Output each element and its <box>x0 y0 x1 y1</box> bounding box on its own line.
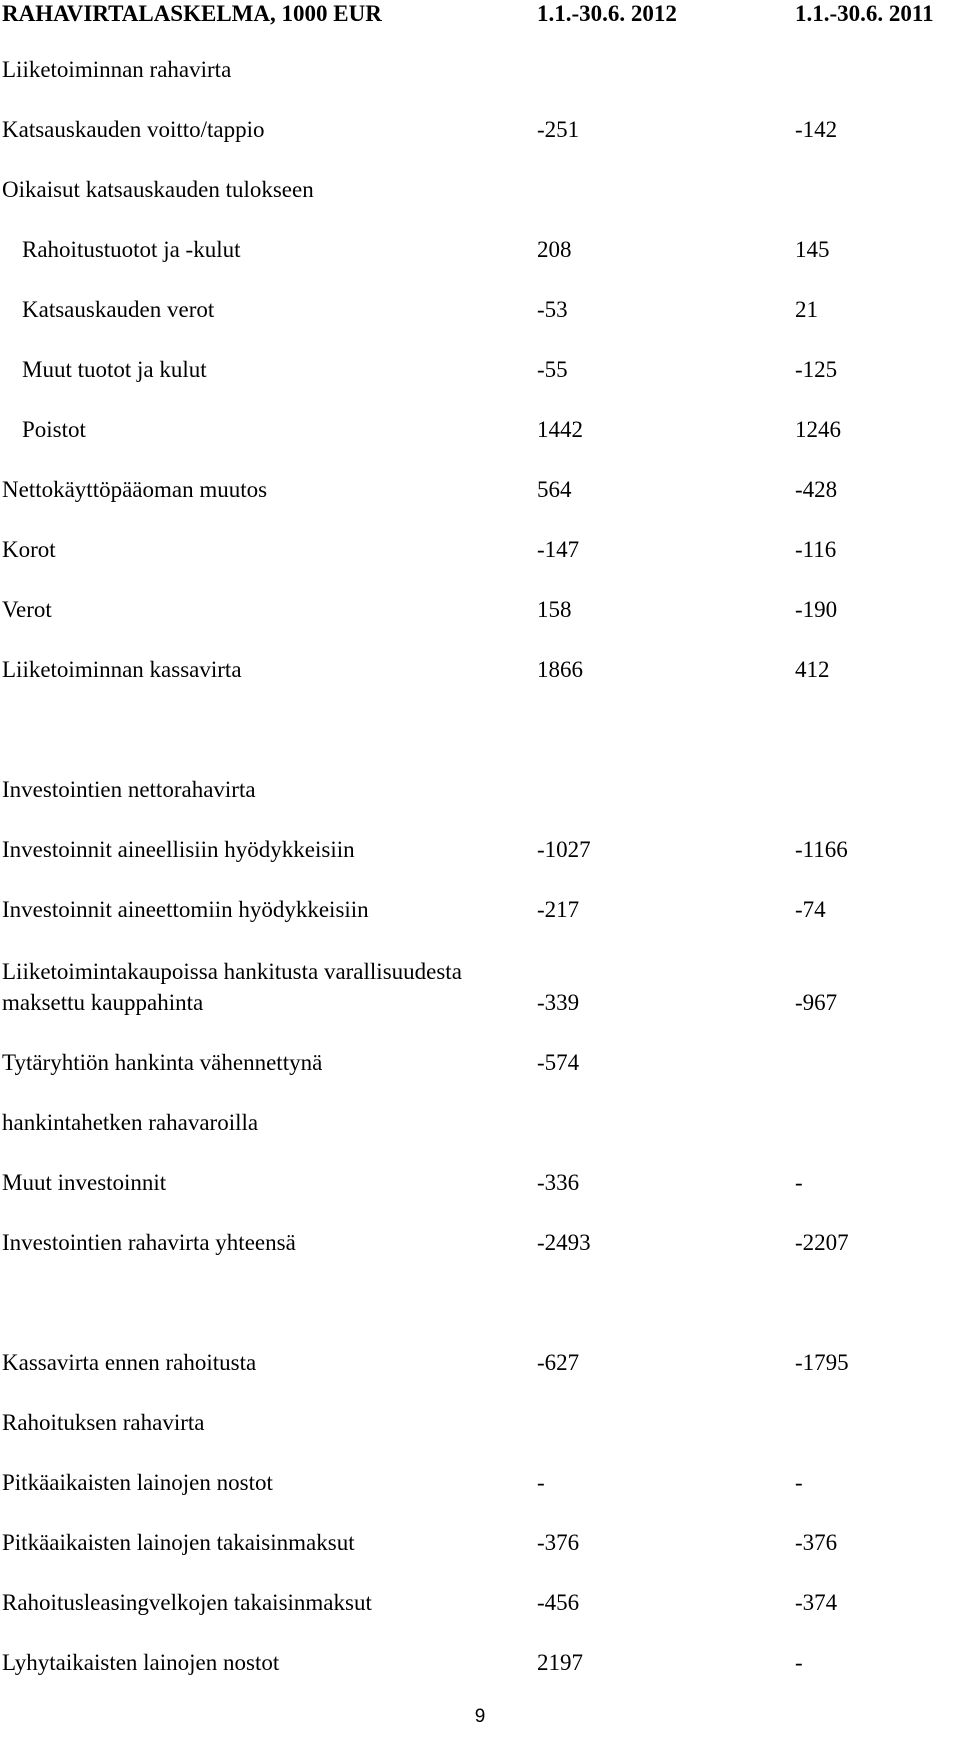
value-2012: -574 <box>537 1050 580 1075</box>
value-2011: 145 <box>795 237 830 262</box>
row-label: Rahoituksen rahavirta <box>2 1410 205 1435</box>
row-label: Kassavirta ennen rahoitusta <box>2 1350 257 1375</box>
value-2012: 564 <box>537 477 572 502</box>
value-2011: - <box>795 1470 803 1495</box>
value-2012: -55 <box>537 357 568 382</box>
value-2012: -147 <box>537 537 580 562</box>
row-label: Lyhytaikaisten lainojen nostot <box>2 1650 280 1675</box>
value-2012: -1027 <box>537 837 591 862</box>
row-label: Korot <box>2 537 56 562</box>
value-2011: -374 <box>795 1590 838 1615</box>
value-2011: - <box>795 1650 803 1675</box>
row-label: Poistot <box>22 417 86 442</box>
page-number: 9 <box>474 1706 486 1727</box>
value-2011: -428 <box>795 477 838 502</box>
value-2012: 158 <box>537 597 572 622</box>
row-label: Katsauskauden voitto/tappio <box>2 117 265 142</box>
row-label: Investointien nettorahavirta <box>2 777 256 802</box>
value-2012: -336 <box>537 1170 580 1195</box>
value-2011: -1166 <box>795 837 848 862</box>
value-2012: 2197 <box>537 1650 583 1675</box>
row-label: Pitkäaikaisten lainojen nostot <box>2 1470 273 1495</box>
value-2011: -74 <box>795 897 826 922</box>
row-label: Liiketoimintakaupoissa hankitusta varallisuudesta maksettu kauppahinta <box>2 959 462 1015</box>
row-label: Muut investoinnit <box>2 1170 167 1195</box>
value-2012: -376 <box>537 1530 580 1555</box>
value-2012: -2493 <box>537 1230 591 1255</box>
value-2011: -2207 <box>795 1230 849 1255</box>
value-2011: -125 <box>795 357 838 382</box>
row-label: Liiketoiminnan kassavirta <box>2 657 242 682</box>
row-label: Liiketoiminnan rahavirta <box>2 57 232 82</box>
value-2011: 21 <box>795 297 818 322</box>
value-2011: -116 <box>795 537 837 562</box>
row-label: Investoinnit aineellisiin hyödykkeisiin <box>2 837 355 862</box>
value-2012: -627 <box>537 1350 580 1375</box>
row-label: Nettokäyttöpääoman muutos <box>2 477 268 502</box>
row-label: Investointien rahavirta yhteensä <box>2 1230 296 1255</box>
row-label: Muut tuotot ja kulut <box>22 357 207 382</box>
row-label: Tytäryhtiön hankinta vähennettynä <box>2 1050 323 1075</box>
value-2011: -376 <box>795 1530 838 1555</box>
value-2012: 1866 <box>537 657 583 682</box>
value-2011: -1795 <box>795 1350 849 1375</box>
value-2012: -53 <box>537 297 568 322</box>
value-2011: -967 <box>795 990 838 1015</box>
row-label: Katsauskauden verot <box>22 297 215 322</box>
value-2012: 208 <box>537 237 572 262</box>
value-2012: -251 <box>537 117 580 142</box>
row-label: Oikaisut katsauskauden tulokseen <box>2 177 314 202</box>
value-2011: 412 <box>795 657 830 682</box>
value-2012: -339 <box>537 990 580 1015</box>
value-2011: - <box>795 1170 803 1195</box>
value-2011: 1246 <box>795 417 841 442</box>
row-label: hankintahetken rahavaroilla <box>2 1110 259 1135</box>
value-2012: - <box>537 1470 545 1495</box>
value-2011: -190 <box>795 597 838 622</box>
row-label: Rahoitusleasingvelkojen takaisinmaksut <box>2 1590 372 1615</box>
value-2012: -456 <box>537 1590 580 1615</box>
row-label: Rahoitustuotot ja -kulut <box>22 237 241 262</box>
value-2012: 1442 <box>537 417 583 442</box>
statement-title: RAHAVIRTALASKELMA, 1000 EUR <box>2 1 382 26</box>
column-header-2011: 1.1.-30.6. 2011 <box>795 1 934 26</box>
row-label: Verot <box>2 597 52 622</box>
row-label: Pitkäaikaisten lainojen takaisinmaksut <box>2 1530 355 1555</box>
value-2011: -142 <box>795 117 838 142</box>
row-label: Investoinnit aineettomiin hyödykkeisiin <box>2 897 369 922</box>
column-header-2012: 1.1.-30.6. 2012 <box>537 1 677 26</box>
value-2012: -217 <box>537 897 580 922</box>
